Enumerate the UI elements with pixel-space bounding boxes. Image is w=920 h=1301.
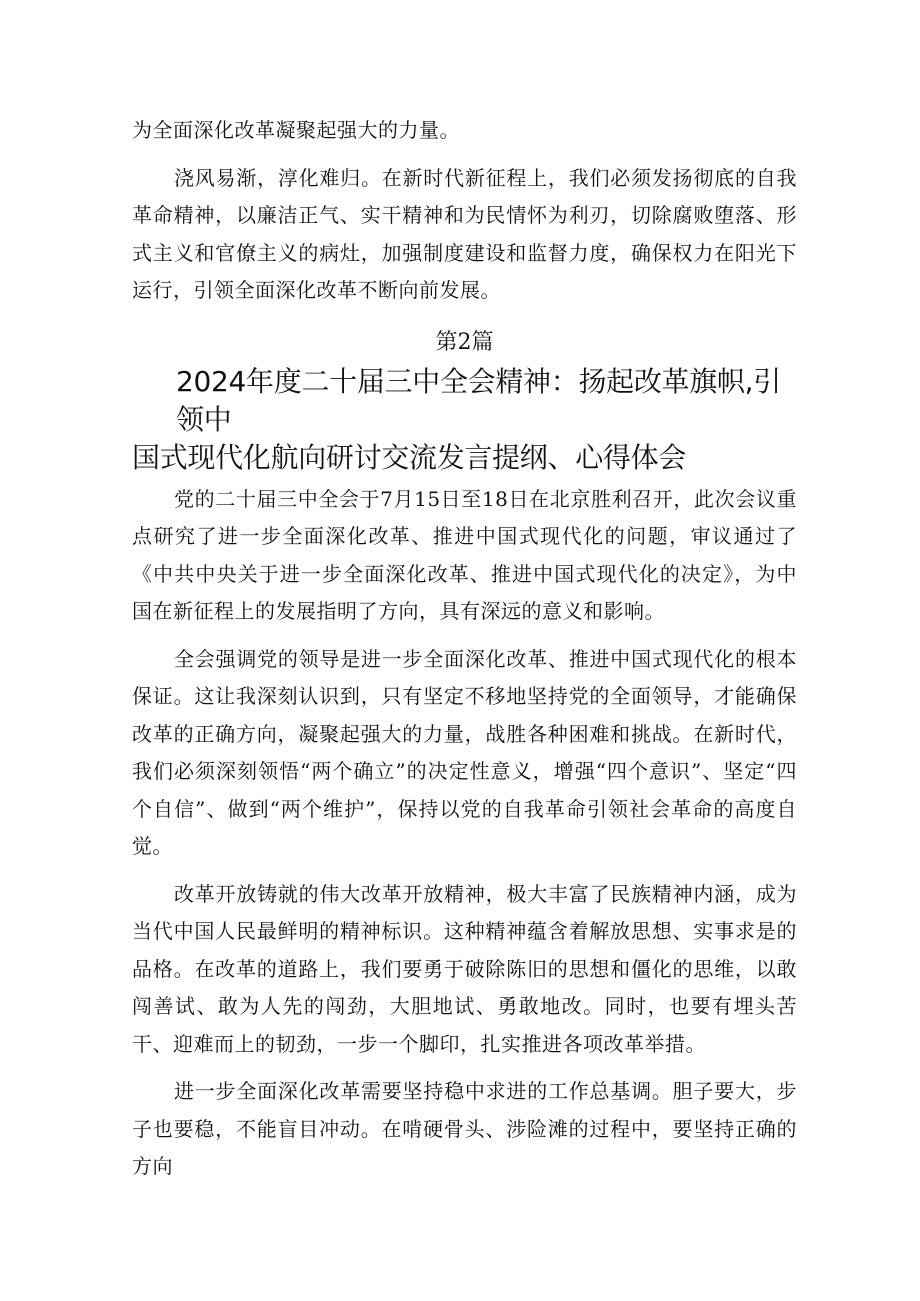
- document-body: [132, 112, 797, 1186]
- paragraph-continuation: 为全面深化改革凝聚起强大的力量。: [132, 118, 460, 142]
- paragraph-party-leadership: 全会强调党的领导是进一步全面深化改革、推进中国式现代化的根本保证。这让我深刻认识到，只有坚定不移地坚持党的全面领导，才能确保改革的正确方向，凝聚起强大的力量，战胜各种困难和挑战。在新时代，我们必须深刻领悟“两个确立”的决定性意义，增强“四个意识”、坚定“四个自信”、做到“两个维护”，保持以党的自我革命引领社会革命的高度自觉。: [132, 646, 797, 858]
- paragraph-self-revolution: 浇风易渐，淳化难归。在新时代新征程上，我们必须发扬彻底的自我革命精神，以廉洁正气、实干精神和为民情怀为利刃，切除腐败堕落、形式主义和官僚主义的病灶，加强制度建设和监督力度，确保权力在阳光下运行，引领全面深化改革不断向前发展。: [132, 165, 797, 302]
- article-title: [132, 363, 797, 477]
- article-title-line-1: 2024年度二十届三中全会精神：扬起改革旗帜,引领中: [176, 364, 781, 436]
- section-label: 第2篇: [435, 329, 494, 355]
- paragraph-reform-spirit: 改革开放铸就的伟大改革开放精神，极大丰富了民族精神内涵，成为当代中国人民最鲜明的精神标识。这种精神蕴含着解放思想、实事求是的品格。在改革的道路上，我们要勇于破除陈旧的思想和僵化的思维，以敢闯善试、敢为人先的闯劲，大胆地试、勇敢地改。同时，也要有埋头苦干、迎难而上的韧劲，一步一个脚印，扎实推进各项改革举措。: [132, 881, 797, 1056]
- article-title-line-2: 国式现代化航向研讨交流发言提纲、心得体会: [132, 440, 687, 474]
- paragraph-plenum-intro: 党的二十届三中全会于7月15日至18日在北京胜利召开，此次会议重点研究了进一步全面深化改革、推进中国式现代化的问题，审议通过了《中共中央关于进一步全面深化改革、推进中国式现代化的决定》，为中国在新征程上的发展指明了方向，具有深远的意义和影响。: [132, 486, 797, 623]
- paragraph-steady-progress: 进一步全面深化改革需要坚持稳中求进的工作总基调。胆子要大，步子也要稳，不能盲目冲动。在啃硬骨头、涉险滩的过程中，要坚持正确的方向: [132, 1079, 797, 1178]
